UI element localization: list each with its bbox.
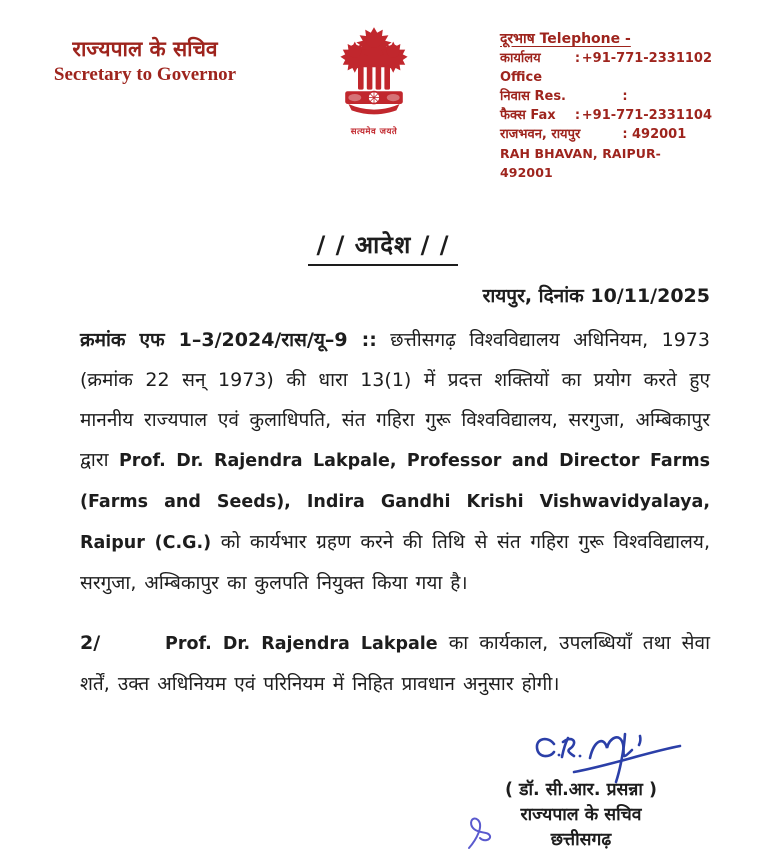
order-reference-number: क्रमांक एफ 1–3/2024/रास/यू–9 :: <box>80 329 377 351</box>
order-title <box>0 228 766 266</box>
national-emblem <box>318 24 430 137</box>
order-title-text: / / आदेश / / <box>308 228 457 266</box>
contact-label: राजभवन, रायपुर <box>500 127 581 142</box>
emblem-motto: सत्यमेव जयते <box>350 127 398 137</box>
letterhead <box>0 0 766 182</box>
signatory-designation: राज्यपाल के सचिव <box>520 805 642 825</box>
office-title-block <box>20 24 270 87</box>
office-title-hindi: राज्यपाल के सचिव <box>72 37 218 61</box>
contact-label: कार्यालय Office <box>500 51 543 85</box>
contact-heading: दूरभाष Telephone - <box>500 31 631 47</box>
contact-separator: : <box>622 89 628 104</box>
contact-value: 492001 <box>632 127 687 142</box>
contact-label: फैक्स Fax <box>500 108 556 123</box>
paragraph1-text-b: को कार्यभार ग्रहण करने की तिथि से संत गहिरा गुरू विश्वविद्यालय, सरगुजा, अम्बिकापुर का कुलपति नियुक्त किया गया है। <box>80 531 710 594</box>
signature-block <box>456 728 706 853</box>
contact-label: निवास Res. <box>500 89 566 104</box>
signatory-name: ( डॉ. सी.आर. प्रसन्ना ) <box>505 780 657 800</box>
place-date-line: रायपुर, दिनांक 10/11/2025 <box>482 285 710 307</box>
contact-block <box>500 24 712 182</box>
contact-row-residence <box>500 87 712 106</box>
signatory-state: छत्तीसगढ़ <box>550 830 612 850</box>
ink-scribble-mark-icon <box>464 812 496 854</box>
paragraph2-text: का कार्यकाल, उपलब्धियाँ तथा सेवा शर्तें, उक्त अधिनियम एवं परिनियम में निहित प्रावधान अनुसार होगी। <box>80 632 711 695</box>
appointee-name-designation: Prof. Dr. Rajendra Lakpale, Professor and Director Farms (Farms and Seeds), Indira Gandhi Krishi Vishwavidyalaya, Raipur (C.G.) <box>80 451 710 553</box>
contact-separator: : <box>574 108 581 123</box>
contact-value: +91-771-2331104 <box>581 108 712 123</box>
national-emblem-icon <box>326 24 422 128</box>
appointee-name: Prof. Dr. Rajendra Lakpale <box>165 634 438 654</box>
order-paragraph-2 <box>80 623 710 704</box>
contact-row-pincode <box>500 125 712 144</box>
order-paragraph-1 <box>80 320 710 603</box>
contact-row-fax <box>500 106 712 125</box>
contact-address-english: RAH BHAVAN, RAIPUR-492001 <box>500 146 661 180</box>
contact-separator: : <box>574 51 581 66</box>
office-title-english: Secretary to Governor <box>53 64 237 85</box>
contact-separator: : <box>622 127 628 142</box>
paragraph2-number: 2/ <box>80 632 101 654</box>
contact-value <box>632 87 712 106</box>
contact-row-office <box>500 49 712 87</box>
paragraph1-text-a: छत्तीसगढ़ विश्वविद्यालय अधिनियम, 1973 (क्रमांक 22 सन् 1973) की धारा 13(1) में प्रदत्त शक्तियों का प्रयोग करते हुए माननीय राज्यपाल एवं कुलाधिपति, संत गहिरा गुरू विश्वविद्यालय, सरगुजा, अम्बिकापुर द्वारा <box>80 329 710 471</box>
contact-value: +91-771-2331102 <box>581 51 712 66</box>
